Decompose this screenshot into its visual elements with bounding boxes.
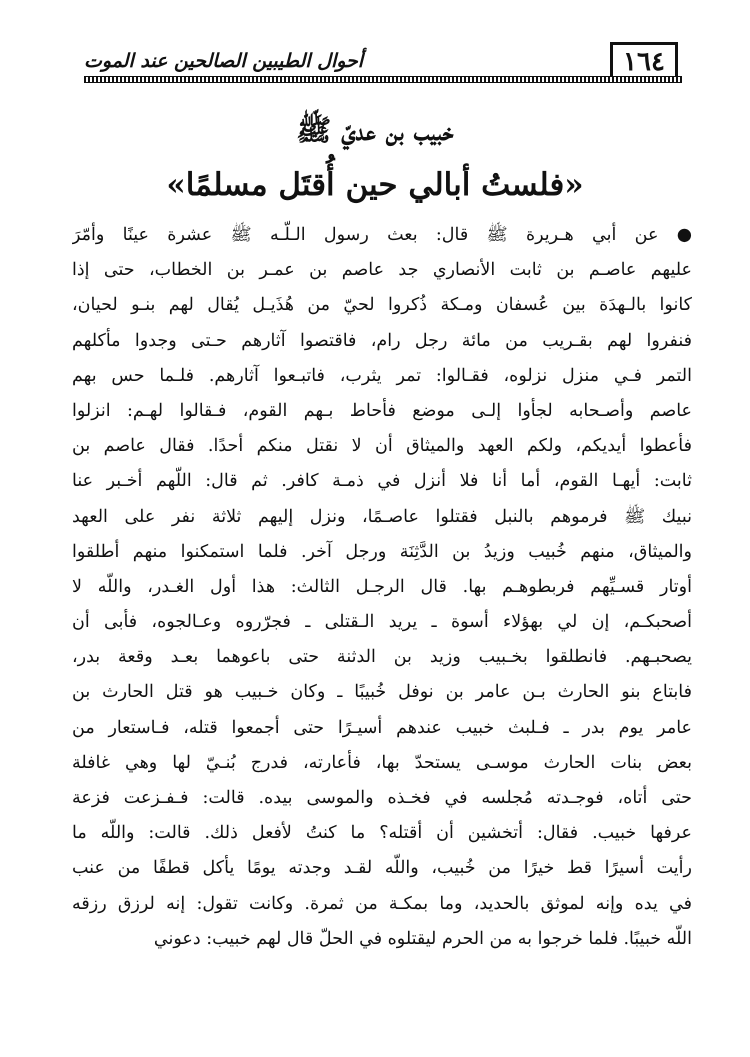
text-line: اللّه خبيبًا. فلما خرجوا به من الحرم ليقتلوه في الحلّ قال لهم خبيب: دعوني [153, 928, 692, 949]
text-line: فابتاع بنو الحارث بـن عامر بن نوفل خُبيبًا ـ وكان خـبيب هو قتل الحارث بن [72, 682, 692, 703]
text-line: في يده وإنه لموثق بالحديد، وما بمكـة من ثمرة. وكانت تقول: إنه لرزق رزقه [72, 893, 692, 914]
chapter-subtitle-quote: «فلستُ أبالي حين أُقتَل مسلمًا» [166, 167, 584, 203]
text-line: ثابت: أيهـا القوم، أما أنا فلا أنزل في ذمـة كافر. ثم قال: اللّهم أخـبر عنا [72, 471, 692, 492]
text-line: أصحبكـم، إن لي بهؤلاء أسوة ـ يريد الـقتلى ـ فجرّروه وعـالجوه، فأبى أن [72, 612, 692, 633]
text-line: نبيك ﷺ فرموهم بالنبل فقتلوا عاصـمًا، ونزل إليهم ثلاثة نفر على العهد [72, 506, 692, 527]
text-line: أوتار قسـيِّهم فربطوهـم بها. قال الرجـل الثالث: هذا أول الغـدر، واللّه لا [72, 576, 692, 597]
text-line: كانوا بالـهدَة بين عُسفان ومـكة ذُكروا لحيّ من هُذَيـل يُقال لهم بنـو لحيان، [72, 295, 692, 316]
header-divider [84, 76, 682, 83]
text-line: والميثاق، منهم خُبيب وزيدُ بن الدَّثِنَة ورجل آخر. فلما استمكنوا منهم أطلقوا [72, 541, 692, 562]
text-line: رأيت أسيرًا قط خيرًا من خُبيب، واللّه لقـد وجدته يومًا يأكل قطفًا من عنب [72, 858, 692, 879]
text-line: ● عن أبي هـريرة ﷺ قال: بعث رسول الـلّـه ﷺ عشرة عينًا وأمّرَ [72, 225, 692, 245]
text-line: فأعطوا أيديكم، ولكم العهد والميثاق أن لا نقتل منكم أحدًا. فقال عاصم بن [72, 436, 692, 457]
text-line: عاصم وأصـحابه لجأوا إلـى موضع فأحاط بـهم القوم، فـقالوا لهـم: انزلوا [72, 400, 692, 421]
text-line: عامر يوم بدر ـ فـلبث خبيب عندهم أسيـرًا حتى أجمعوا قتله، فـاستعار من [72, 717, 692, 738]
running-header [70, 42, 690, 84]
text-line: حتى أتاه، فوجـدته مُجلسه في فخـذه والموسى بيده. قالت: فـفـزعت فزعة [72, 788, 692, 808]
book-title: أحوال الطيبين الصالحين عند الموت [84, 50, 364, 72]
page-number: ١٦٤ [610, 42, 678, 78]
text-line: التمر فـي منزل نزلوه، فقـالوا: تمر يثرب، فاتبـعوا آثارهم. فلـما حس بهم [72, 365, 692, 386]
body-text [72, 218, 692, 957]
text-line: عليهم عاصـم بن ثابت الأنصاري جد عاصم بن عمـر بن الخطاب، حتى إذا [72, 260, 692, 281]
text-line: يصحبـهم. فانطلقوا بخـبيب وزيد بن الدثنة حتى باعوهما بعـد وقعة بدر، [72, 647, 692, 668]
text-line: بعض بنات الحارث موسـى يستحدّ بها، فأعارته، فدرج بُنـيّ لها وهي غافلة [72, 752, 692, 773]
chapter-heading: خبيب بن عديّ ﷺ [296, 113, 454, 147]
text-line: عرفها خبيب. فقال: أتخشين أن أقتله؟ ما كنتُ لأفعل ذلك. قالت: واللّه ما [72, 823, 692, 844]
text-line: فنفروا لهم بقـريب من مائة رجل رام، فاقتصوا آثارهم حـتى وجدوا مأكلهم [72, 330, 692, 351]
